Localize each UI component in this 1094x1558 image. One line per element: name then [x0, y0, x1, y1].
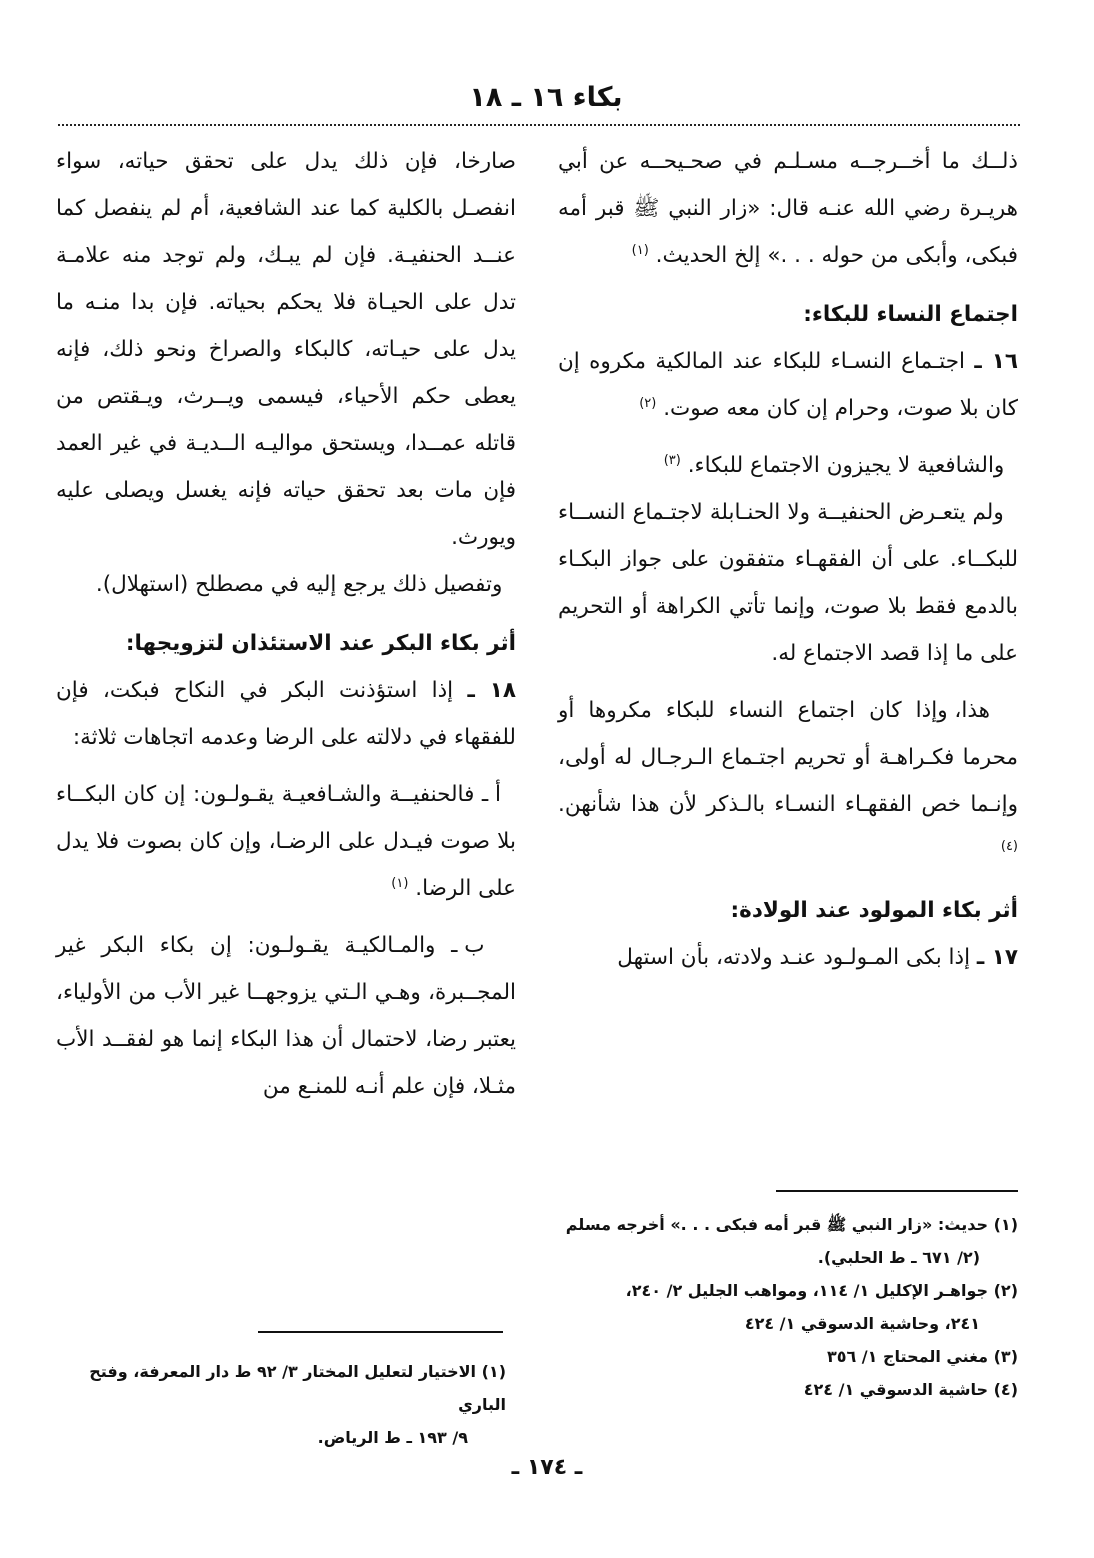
footnote-ref: (٤): [1000, 838, 1018, 854]
paragraph: وتفصيل ذلك يرجع إليه في مصطلح (استهلال).: [95, 572, 503, 597]
right-column: [558, 138, 1018, 981]
footnote-ref: (١): [631, 242, 649, 258]
paragraph: ١٧ ـ إذا بكى المـولـود عنـد ولادته، بأن استهل: [617, 945, 1018, 970]
footnote-ref: (٣): [663, 452, 681, 468]
footnote: (٢) جواهـر الإكليل ١/ ١١٤، ومواهب الجليل ٢/ ٢٤٠،: [625, 1281, 1018, 1300]
footnote: (٣) مغني المحتاج ١/ ٣٥٦: [826, 1347, 1018, 1366]
left-column: [56, 138, 516, 1110]
footnote: (٤) حاشية الدسوقي ١/ ٤٢٤: [803, 1380, 1018, 1399]
footnotes-right: [558, 1208, 1018, 1406]
footnote-continuation: (٢/ ٦٧١ ـ ط الحلبي).: [817, 1248, 980, 1267]
item-number: ١٦ ـ: [974, 349, 1018, 374]
item-number: ١٨ ـ: [467, 678, 516, 703]
item-number: ١٧ ـ: [976, 945, 1018, 970]
header-divider: [58, 124, 1020, 126]
paragraph: ١٨ ـ إذا استؤذنت البكر في النكاح فبكت، فإن للفقهاء في دلالته على الرضا وعدمه اتجاهات ثلاثة:: [56, 678, 516, 750]
footnote-divider: [258, 1331, 503, 1333]
footnotes-left: [56, 1355, 506, 1454]
footnote-ref: (١): [391, 875, 409, 891]
footnote-ref: (٢): [639, 395, 657, 411]
page-header: بكاء ١٦ ـ ١٨: [469, 82, 623, 113]
section-heading: أثر بكاء المولود عند الولادة:: [730, 898, 1018, 923]
paragraph: أ ـ فالحنفيــة والشـافعيـة يقـولـون: إن كان البكــاء بلا صوت فيـدل على الرضـا، وإن كان بصوت فلا يدل على الرضا. $^{(١)}$: [56, 782, 516, 901]
footnote: (١) الاختيار لتعليل المختار ٣/ ٩٢ ط دار المعرفة، وفتح الباري: [89, 1362, 506, 1414]
paragraph: ولم يتعـرض الحنفيــة ولا الحنـابلة لاجتـماع النســاء للبكــاء. على أن الفقهـاء متفقون على جواز البكـاء بالدمع فقط بلا صوت، وإنما تأتي الكراهة أو التحريم على ما إذا قصد الاجتماع له.: [558, 500, 1018, 666]
paragraph: ١٦ ـ اجتـماع النسـاء للبكاء عند المالكية مكروه إن كان بلا صوت، وحرام إن كان معه صوت. $^{(٢)}$: [558, 349, 1018, 421]
footnote-divider: [776, 1190, 1018, 1192]
section-heading: أثر بكاء البكر عند الاستئذان لتزويجها:: [125, 631, 516, 656]
footnote-continuation: ٢٤١، وحاشية الدسوقي ١/ ٤٢٤: [744, 1314, 980, 1333]
paragraph: هذا، وإذا كان اجتماع النساء للبكاء مكروها أو محرما فكـراهـة أو تحريم اجتـماع الـرجـال له أولى، وإنـما خص الفقهـاء النسـاء بالـذكر لأن هذا شأنهن. $^{(٤)}$: [558, 698, 1018, 854]
page-number: ـ ١٧٤ ـ: [511, 1455, 583, 1480]
paragraph: صارخا، فإن ذلك يدل على تحقق حياته، سواء انفصـل بالكلية كما عند الشافعية، أم لم ينفصل كما عنــد الحنفيـة. فإن لم يبـك، ولم توجد منه علامـة تدل على الحيـاة فلا يحكم بحياته. فإن بدا منـه ما يدل على حيـاته، كالبكاء والصراخ ونحو ذلك، فإنه يعطى حكم الأحياء، فيسمى ويــرث، ويـقتص من قاتله عمــدا، ويستحق مواليـه الــديـة في غير العمد فإن مات بعد تحقق حياته فإنه يغسل ويصلى عليه ويورث.: [56, 149, 516, 550]
paragraph: ب ـ والمـالكيـة يقـولـون: إن بكاء البكر غير المجــبرة، وهـي الـتي يزوجهــا غير الأب من الأولياء، يعتبر رضا، لاحتمال أن هذا البكاء إنما هو لفقــد الأب مثـلا، فإن علم أنـه للمنـع من: [56, 933, 516, 1099]
footnote-continuation: ٩/ ١٩٣ ـ ط الرياض.: [317, 1428, 468, 1447]
section-heading: اجتماع النساء للبكاء:: [803, 302, 1018, 327]
footnote: (١) حديث: «زار النبي ﷺ قبر أمه فبكى . . .» أخرجه مسلم: [565, 1215, 1018, 1234]
paragraph: والشافعية لا يجيزون الاجتماع للبكاء. $^{(٣)}$: [663, 452, 1005, 478]
paragraph: ذلــك ما أخــرجــه مسـلـم في صحـيحــه عن أبي هريـرة رضي الله عنـه قال: «زار النبي ﷺ قبر أمه فبكى، وأبكى من حوله . . .» إلخ الحديث. $^{(١)}$: [558, 149, 1018, 268]
